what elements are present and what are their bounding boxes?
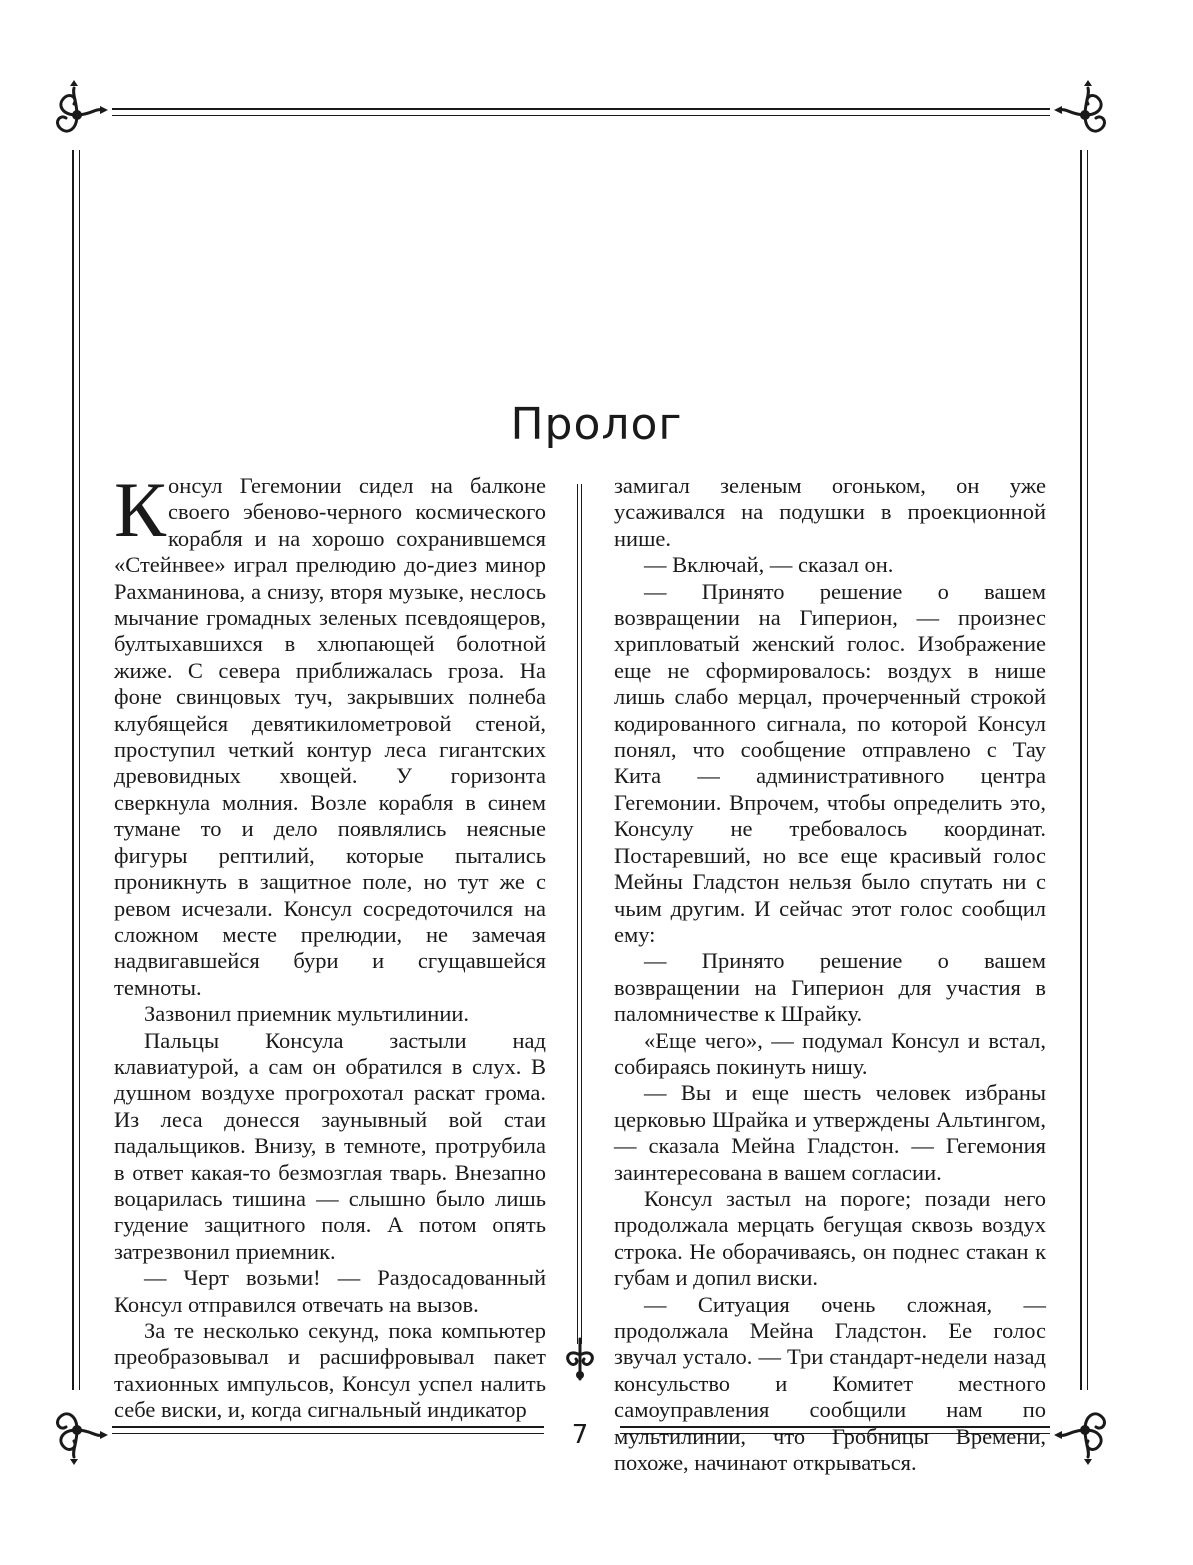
frame-left-line-outer [72,150,74,1390]
paragraph: замигал зеленым огоньком, он уже усаживался на подушки в проекционной нише. [614,473,1046,551]
paragraph: — Вы и еще шесть человек избраны церковью Шрайка и утверждены Альтингом, — сказала Мейна Гладстон. — Гегемония заинтересована в вашем согласии. [614,1080,1046,1185]
paragraph: Консул Гегемонии сидел на балконе своего эбеново-черного космического корабля и на хорошо сохранившемся «Стейнвее» играл прелюдию до-диез минор Рахманинова, а снизу, вторя музыке, неслось мычание громадных зеленых псевдоящеров, бултыхавшихся в хлюпающей болотной жиже. С севера приближалась гроза. На фоне свинцовых туч, закрывших полнеба клубящейся девятикилометровой стеной, проступил четкий контур леса гигантских древовидных хвощей. У горизонта сверкнула молния. Возле корабля в синем тумане то и дело появлялись неясные фигуры рептилий, которые пытались проникнуть в защитное поле, но тут же с ревом исчезали. Консул сосредоточился на сложном месте прелюдии, не замечая надвигавшейся бури и сгущавшейся темноты. [114,466,546,1000]
page-title: Пролог [510,399,683,450]
frame-left-line-inner [79,150,80,1390]
paragraph: Консул застыл на пороге; позади него продолжала мерцать бегущая сквозь воздух строка. Не оборачиваясь, он поднес стакан к губам и допил виски. [614,1185,1046,1291]
frame-right-line-inner [1087,150,1088,1390]
paragraph: За те несколько секунд, пока компьютер преобразовывал и расшифровывал пакет тахионных импульсов, Консул успел налить себе виски, и, когда сигнальный индикатор [114,1318,546,1423]
corner-flourish-icon [42,1395,112,1465]
paragraph: — Включай, — сказал он. [644,552,894,578]
divider-flourish-icon [560,1335,600,1385]
text-column-right [614,473,1046,1476]
frame-top-line-outer [112,108,1050,110]
column-divider [581,484,582,1344]
page-number: 7 [571,1420,589,1450]
frame-right-line-outer [1080,150,1082,1390]
column-divider [577,484,578,1344]
frame-top-line-inner [112,115,1050,116]
frame-bottom-line-left-outer [112,1426,544,1428]
paragraph: Пальцы Консула застыли над клавиатурой, а сам он обратился в слух. В душном воздухе прогрохотал раскат грома. Из леса донесся заунывный вой стаи падальщиков. Внизу, в темноте, протрубила в ответ какая-то безмозглая тварь. Внезапно воцарилась тишина — слышно было лишь гудение защитного поля. А потом опять затрезвонил приемник. [114,1027,546,1264]
paragraph: Зазвонил приемник мультилинии. [144,1001,470,1027]
paragraph: «Еще чего», — подумал Консул и встал, собираясь покинуть нишу. [614,1027,1046,1079]
text-column-left [114,466,546,1424]
paragraph: — Принято решение о вашем возвращении на Гиперион для участия в паломничестве к Шрайку. [614,948,1046,1027]
corner-flourish-icon [42,80,112,150]
corner-flourish-icon [1050,1395,1120,1465]
paragraph: — Черт возьми! — Раздосадованный Консул отправился отвечать на вызов. [114,1265,546,1317]
paragraph: — Принято решение о вашем возвращении на Гиперион, — произнес хрипловатый женский голос. Изображение еще не сформировалось: воздух в нише лишь слабо мерцал, прочерченный строкой кодированного сигнала, по которой Консул понял, что сообщение отправлено с Тау Кита — административного центра Гегемонии. Впрочем, чтобы определить это, Консулу не требовалось координат. Постаревший, но все еще красивый голос Мейны Гладстон нельзя было спутать ни с чьим другим. И сейчас этот голос сообщил ему: [614,578,1046,947]
paragraph: — Ситуация очень сложная, — продолжала Мейна Гладстон. Ее голос звучал устало. — Три стандарт-недели назад консульство и Комитет местного самоуправления сообщили нам по мультилинии, что Гробницы Времени, похоже, начинают открываться. [614,1291,1046,1476]
corner-flourish-icon [1050,80,1120,150]
drop-cap: К [114,466,167,553]
frame-bottom-line-left-inner [112,1433,544,1434]
